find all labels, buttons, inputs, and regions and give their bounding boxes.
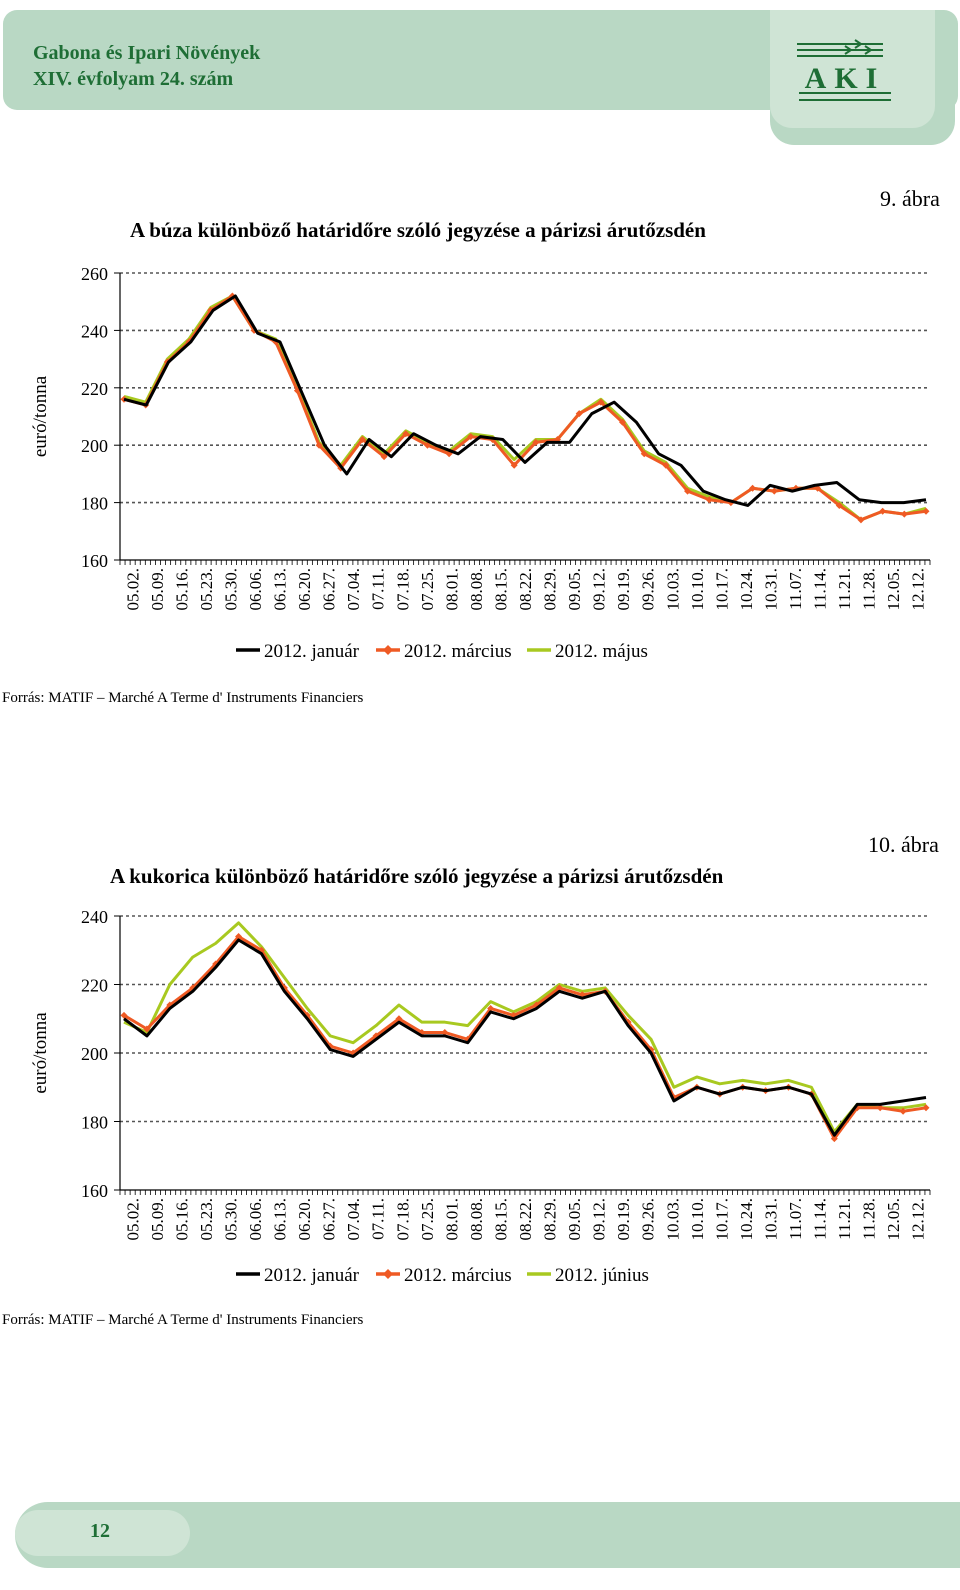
- y-tick-label: 240: [81, 321, 108, 342]
- x-tick-label: 10.17.: [712, 1198, 732, 1241]
- source-note-maize: Forrás: MATIF – Marché A Terme d' Instruments Financiers: [2, 1312, 364, 1328]
- y-axis-title: euró/tonna: [30, 375, 51, 458]
- legend-label: 2012. január: [264, 1265, 359, 1286]
- x-tick-label: 05.09.: [147, 568, 167, 611]
- publication-issue: XIV. évfolyam 24. szám: [33, 68, 234, 90]
- series-marker: [771, 488, 778, 495]
- x-tick-label: 11.28.: [859, 568, 879, 610]
- wheat-chart: [0, 255, 960, 675]
- y-tick-label: 200: [81, 436, 108, 457]
- x-tick-label: 05.16.: [172, 568, 192, 611]
- y-tick-label: 180: [81, 1112, 108, 1133]
- chart-title-maize: A kukorica különböző határidőre szóló jegyzése a párizsi árutőzsdén: [110, 864, 724, 888]
- legend-marker: [383, 1269, 393, 1279]
- x-tick-label: 08.15.: [491, 568, 511, 611]
- x-tick-label: 07.04.: [344, 1198, 364, 1241]
- x-tick-label: 12.05.: [884, 1198, 904, 1241]
- x-tick-label: 08.15.: [491, 1198, 511, 1241]
- maize-chart: [0, 900, 960, 1300]
- x-tick-label: 10.10.: [687, 568, 707, 611]
- series-line: [124, 923, 926, 1132]
- x-tick-label: 10.03.: [663, 1198, 683, 1241]
- x-tick-label: 10.31.: [761, 568, 781, 611]
- x-tick-label: 05.02.: [123, 568, 143, 611]
- y-tick-label: 200: [81, 1044, 108, 1064]
- x-tick-label: 07.04.: [344, 568, 364, 611]
- x-tick-label: 11.14.: [810, 568, 830, 610]
- y-axis-title: euró/tonna: [30, 1012, 51, 1094]
- x-tick-label: 08.08.: [466, 568, 486, 611]
- x-tick-label: 10.10.: [687, 1198, 707, 1241]
- x-tick-label: 06.20.: [295, 1198, 315, 1241]
- chart-title-wheat: A búza különböző határidőre szóló jegyzése a párizsi árutőzsdén: [130, 218, 706, 242]
- legend-label: 2012. május: [555, 641, 648, 662]
- page-number: 12: [90, 1520, 110, 1542]
- x-tick-label: 10.31.: [761, 1198, 781, 1241]
- x-tick-label: 12.12.: [908, 568, 928, 611]
- x-tick-label: 05.02.: [123, 1198, 143, 1241]
- x-tick-label: 10.24.: [736, 1198, 756, 1241]
- x-tick-label: 09.26.: [638, 568, 658, 611]
- aki-logo: [795, 38, 895, 110]
- x-tick-label: 05.23.: [196, 1198, 216, 1241]
- x-tick-label: 07.25.: [417, 1198, 437, 1241]
- x-tick-label: 06.06.: [246, 1198, 265, 1241]
- x-tick-label: 10.03.: [663, 568, 683, 611]
- x-tick-label: 06.13.: [270, 1198, 290, 1241]
- x-tick-label: 05.23.: [196, 568, 216, 611]
- x-tick-label: 11.07.: [786, 568, 805, 610]
- x-tick-label: 06.27.: [319, 568, 339, 611]
- x-tick-label: 08.29.: [540, 568, 560, 611]
- x-tick-label: 08.29.: [540, 1198, 560, 1241]
- series-line: [124, 937, 926, 1139]
- series-line: [124, 296, 926, 506]
- figure-label-9: 9. ábra: [880, 186, 940, 211]
- x-tick-label: 05.16.: [172, 1198, 192, 1241]
- x-tick-label: 11.07.: [786, 1198, 805, 1240]
- legend-label: 2012. március: [404, 641, 512, 662]
- x-tick-label: 06.20.: [295, 568, 315, 611]
- x-tick-label: 08.01.: [442, 568, 462, 611]
- y-tick-label: 220: [81, 378, 108, 399]
- y-tick-label: 180: [81, 493, 108, 514]
- y-tick-label: 160: [81, 551, 108, 571]
- y-tick-label: 260: [81, 264, 108, 284]
- x-tick-label: 09.12.: [589, 1198, 609, 1241]
- y-tick-label: 240: [81, 907, 108, 927]
- publication-name: Gabona és Ipari Növények: [33, 42, 261, 64]
- x-tick-label: 11.28.: [859, 1198, 879, 1240]
- x-tick-label: 10.17.: [712, 568, 732, 611]
- x-tick-label: 09.26.: [638, 1198, 658, 1241]
- x-tick-label: 09.12.: [589, 568, 609, 611]
- series-marker: [901, 511, 908, 518]
- legend-label: 2012. január: [264, 641, 359, 662]
- x-tick-label: 05.30.: [221, 568, 241, 611]
- x-tick-label: 05.30.: [221, 1198, 241, 1241]
- legend-marker: [383, 645, 393, 655]
- x-tick-label: 06.27.: [319, 1198, 339, 1241]
- x-tick-label: 08.08.: [466, 1198, 486, 1241]
- x-tick-label: 08.22.: [516, 568, 535, 611]
- x-tick-label: 06.13.: [270, 568, 290, 611]
- x-tick-label: 09.19.: [614, 1198, 634, 1241]
- legend-label: 2012. március: [404, 1265, 512, 1286]
- x-tick-label: 07.18.: [393, 568, 413, 611]
- x-tick-label: 09.05.: [565, 1198, 585, 1241]
- x-tick-label: 09.19.: [614, 568, 634, 611]
- x-tick-label: 07.25.: [417, 568, 437, 611]
- x-tick-label: 07.18.: [393, 1198, 413, 1241]
- x-tick-label: 08.01.: [442, 1198, 462, 1241]
- x-tick-label: 10.24.: [736, 568, 756, 611]
- series-line: [124, 940, 926, 1135]
- y-tick-label: 220: [81, 975, 108, 996]
- x-tick-label: 07.11.: [368, 1198, 388, 1240]
- x-tick-label: 11.21.: [835, 568, 855, 610]
- x-tick-label: 12.12.: [908, 1198, 928, 1241]
- logo-text: AKI: [804, 62, 886, 95]
- x-tick-label: 11.21.: [835, 1198, 855, 1240]
- y-tick-label: 160: [81, 1181, 108, 1201]
- publication-title: [33, 40, 260, 92]
- x-tick-label: 11.14.: [810, 1198, 830, 1240]
- x-tick-label: 05.09.: [147, 1198, 167, 1241]
- x-tick-label: 07.11.: [368, 568, 388, 610]
- x-tick-label: 12.05.: [884, 568, 904, 611]
- x-tick-label: 09.05.: [565, 568, 585, 611]
- figure-label-10: 10. ábra: [868, 832, 939, 857]
- source-note-wheat: Forrás: MATIF – Marché A Terme d' Instruments Financiers: [2, 690, 364, 706]
- x-tick-label: 08.22.: [516, 1198, 535, 1241]
- legend-label: 2012. június: [555, 1265, 649, 1286]
- x-tick-label: 06.06.: [246, 568, 265, 611]
